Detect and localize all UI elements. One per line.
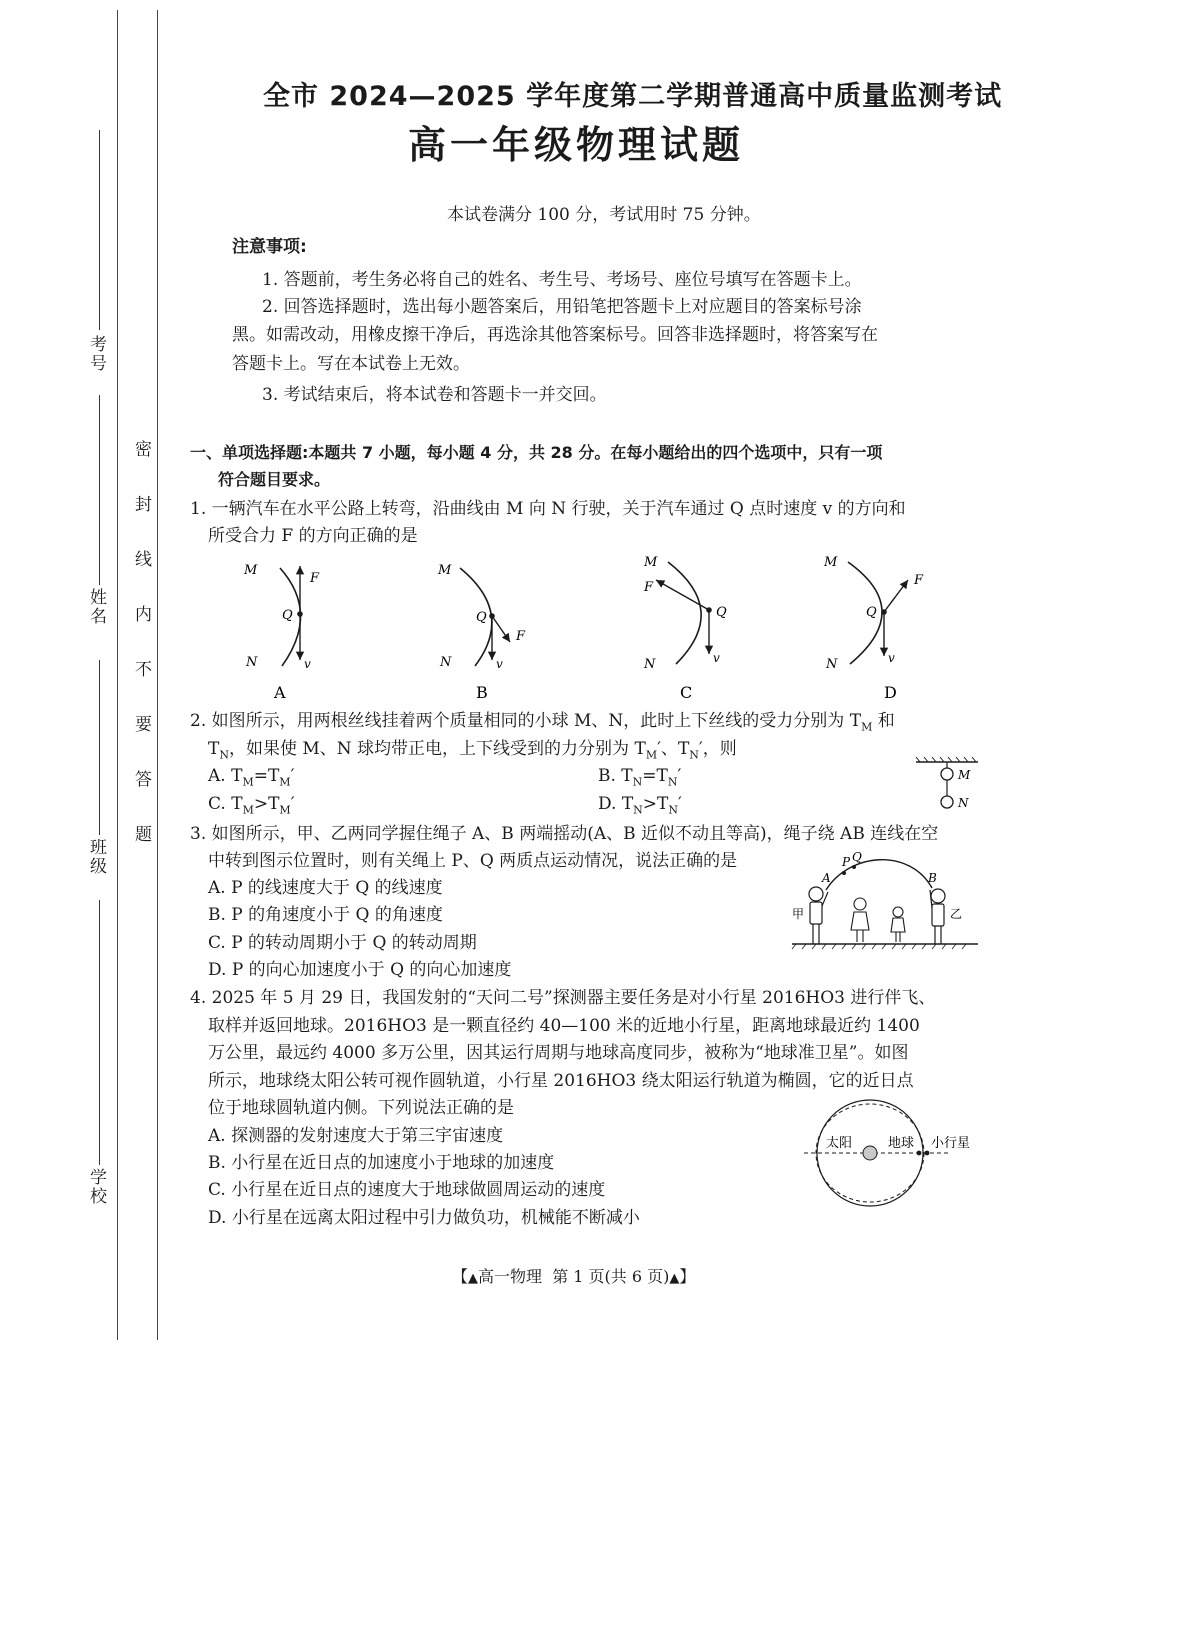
q1-figure-c <box>643 555 727 702</box>
q4-option-b: B. 小行星在近日点的加速度小于地球的加速度 <box>208 1153 555 1173</box>
q2-figure <box>912 756 984 816</box>
q3-option-d: D. P 的向心加速度小于 Q 的向心加速度 <box>208 960 512 980</box>
q1-option-b: B <box>476 683 488 702</box>
q4-label-sun: 太阳 <box>826 1136 853 1151</box>
section-heading: 一、单项选择题:本题共 7 小题，每小题 4 分，共 28 分。在每小题给出的四个选项中，只有一项 <box>190 443 883 462</box>
q4-stem-line1: 4. 2025 年 5 月 29 日，我国发射的“天问二号”探测器主要任务是对小行星 2016HO3 进行伴飞、 <box>190 988 936 1008</box>
seal-text: 密封线内不要答题 <box>131 440 151 880</box>
q3-figure <box>790 852 980 950</box>
label-kaohao: 考号 <box>86 335 106 373</box>
kaohao-blank <box>99 130 100 330</box>
q1d-label-n: N <box>826 657 838 672</box>
notice-item-2-line2: 黑。如需改动，用橡皮擦干净后，再选涂其他答案标号。回答非选择题时，将答案写在 <box>232 325 878 345</box>
q2-stem-line1: 2. 如图所示，用两根丝线挂着两个质量相同的小球 M、N，此时上下丝线的受力分别为 $T_M$ 和 <box>190 711 895 734</box>
margin-rule-inner <box>157 10 158 1340</box>
q3-label-b: B <box>928 871 937 885</box>
q4-option-a: A. 探测器的发射速度大于第三宇宙速度 <box>208 1126 504 1146</box>
q3-child-2 <box>891 907 905 942</box>
q1c-label-f: F <box>644 580 654 595</box>
q4-stem-line3: 万公里，最远约 4000 多万公里，因其运行周期与地球高度同步，被称为“地球准卫星”。如图 <box>208 1043 909 1063</box>
q3-option-c: C. P 的转动周期小于 Q 的转动周期 <box>208 933 477 953</box>
q1b-label-v: v <box>496 657 503 671</box>
q1-option-c: C <box>680 683 693 702</box>
q1-stem-line1: 1. 一辆汽车在水平公路上转弯，沿曲线由 M 向 N 行驶，关于汽车通过 Q 点时速度 v 的方向和 <box>190 499 906 519</box>
footer-logo-icon: ▲ <box>468 1271 479 1286</box>
q3-person-jia <box>809 887 828 944</box>
q3-label-jia: 甲 <box>792 907 805 921</box>
label-xingming: 姓名 <box>86 588 106 626</box>
q1a-label-q: Q <box>282 608 293 623</box>
q4-option-d: D. 小行星在远离太阳过程中引力做负功，机械能不断减小 <box>208 1208 640 1228</box>
q2-option-c: C. $T_M>T_M'$ <box>208 794 295 817</box>
q3-stem-line2: 中转到图示位置时，则有关绳上 P、Q 两质点运动情况，说法正确的是 <box>208 851 738 871</box>
q2-label-m: M <box>958 768 971 782</box>
notice-item-2-line1: 2. 回答选择题时，选出每小题答案后，用铅笔把答题卡上对应题目的答案标号涂 <box>262 297 862 317</box>
banji-blank <box>99 660 100 835</box>
q1b-label-m: M <box>438 563 452 578</box>
q1-stem-line2: 所受合力 F 的方向正确的是 <box>208 526 418 546</box>
q3-label-a: A <box>822 871 831 885</box>
q4-stem-line2: 取样并返回地球。2016HO3 是一颗直径约 40—100 米的近地小行星，距离地球最近约 1400 <box>208 1016 920 1036</box>
exam-header: 全市 2024—2025 学年度第二学期普通高中质量监测考试 <box>263 81 1003 112</box>
q1b-label-n: N <box>440 655 452 670</box>
q3-option-a: A. P 的线速度大于 Q 的线速度 <box>208 878 443 898</box>
q1a-label-v: v <box>304 657 311 671</box>
q2-option-a: A. $T_M=T_M'$ <box>208 766 295 789</box>
notice-item-2-line3: 答题卡上。写在本试卷上无效。 <box>232 354 470 374</box>
q1c-label-q: Q <box>716 605 727 620</box>
footer-logo-icon-2: ▲ <box>669 1271 680 1286</box>
q3-point-p <box>842 871 846 875</box>
q1d-label-v: v <box>888 651 895 665</box>
exam-info: 本试卷满分 100 分，考试用时 75 分钟。 <box>447 205 761 225</box>
notice-heading: 注意事项: <box>232 237 307 257</box>
xuexiao-blank <box>99 900 100 1165</box>
q1a-label-m: M <box>244 563 258 578</box>
q1-figures <box>220 548 960 708</box>
q1c-label-v: v <box>713 651 720 665</box>
notice-item-1: 1. 答题前，考生务必将自己的姓名、考生号、考场号、座位号填写在答题卡上。 <box>262 270 862 290</box>
q4-option-c: C. 小行星在近日点的速度大于地球做圆周运动的速度 <box>208 1180 606 1200</box>
q4-stem-line4: 所示，地球绕太阳公转可视作圆轨道，小行星 2016HO3 绕太阳运行轨道为椭圆，它的近日点 <box>208 1071 914 1091</box>
label-banji: 班级 <box>86 838 106 876</box>
q1c-label-m: M <box>644 555 658 570</box>
page-footer: 【▲高一物理 第 1 页(共 6 页)▲】 <box>452 1267 696 1286</box>
q1b-label-f: F <box>516 629 526 644</box>
label-xuexiao: 学校 <box>86 1168 106 1206</box>
q1d-label-m: M <box>824 555 838 570</box>
q2-ball-m <box>941 768 953 780</box>
q3-person-yi <box>930 889 945 944</box>
q3-stem-line1: 3. 如图所示，甲、乙两同学握住绳子 A、B 两端摇动(A、B 近似不动且等高)，绳子绕 AB 连线在空 <box>190 824 939 844</box>
margin-rule-outer <box>117 10 118 1340</box>
q4-label-earth: 地球 <box>888 1136 915 1151</box>
page-title: 高一年级物理试题 <box>408 123 745 167</box>
q1-option-a: A <box>274 683 286 702</box>
q4-stem-line5: 位于地球圆轨道内侧。下列说法正确的是 <box>208 1098 514 1118</box>
section-heading-cont: 符合题目要求。 <box>218 470 331 489</box>
q1d-label-q: Q <box>866 605 877 620</box>
q1a-label-f: F <box>310 571 320 586</box>
q2-option-b: B. $T_N=T_N'$ <box>598 766 682 789</box>
q4-earth-point <box>917 1151 922 1156</box>
q4-asteroid-point <box>925 1151 930 1156</box>
q3-label-p: P <box>842 855 851 869</box>
q1c-label-n: N <box>644 657 656 672</box>
q4-figure <box>800 1095 985 1213</box>
q3-label-yi: 乙 <box>950 907 963 921</box>
q2-option-d: D. $T_N>T_N'$ <box>598 794 682 817</box>
q4-sun <box>863 1146 877 1160</box>
q1-figure-a <box>243 563 320 702</box>
q3-label-q: Q <box>852 852 862 864</box>
q2-ball-n <box>941 796 953 808</box>
q4-label-asteroid: 小行星 <box>931 1136 971 1151</box>
q3-point-q <box>852 865 856 869</box>
q1b-label-q: Q <box>476 610 487 625</box>
q2-stem-line2: $T_N$，如果使 M、N 球均带正电，上下线受到的力分别为 $T_M'$、$T_N'$，则 <box>208 739 737 762</box>
q1-figure-b <box>437 563 526 702</box>
q2-label-n: N <box>958 796 969 810</box>
q1-option-d: D <box>884 683 897 702</box>
q1a-label-n: N <box>246 655 258 670</box>
q1-figure-d <box>823 555 924 702</box>
xingming-blank <box>99 395 100 585</box>
q3-option-b: B. P 的角速度小于 Q 的角速度 <box>208 905 443 925</box>
q3-child-1 <box>851 898 869 942</box>
q1d-label-f: F <box>914 573 924 588</box>
notice-item-3: 3. 考试结束后，将本试卷和答题卡一并交回。 <box>262 385 607 405</box>
